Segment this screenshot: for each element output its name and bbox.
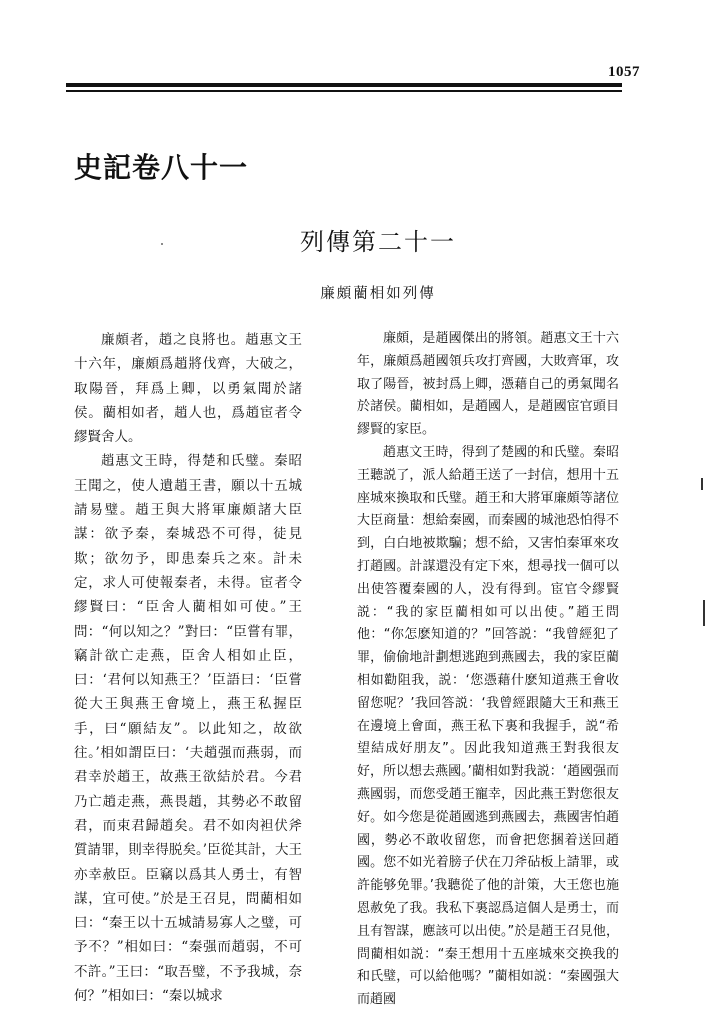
translation-paragraph: 趙惠文王時，得到了楚國的和氏璧。秦昭王聽説了，派人給趙王送了一封信，想用十五座城來換取和氏璧。趙王和大將軍廉頗等諸位大臣商量：想給秦國，而秦國的城池恐怕得不到，白白地被欺騙；想不給，又害怕秦軍來攻打趙國。計謀還没有定下來，想尋找一個可以出使答覆秦國的人，没有得到。宦官令繆賢説：“我的家臣藺相如可以出使。”趙王問他：“你怎麽知道的？”回答説：“我曾經犯了罪，偷偷地計劃想逃跑到燕國去，我的家臣藺相如勸阻我，説：‘您憑藉什麽知道燕王會收留您呢？’我回答説：‘我曾經跟隨大王和燕王在邊境上會面，燕王私下裏和我握手，説“希望結成好朋友”。因此我知道燕王對我很友好，所以想去燕國。’藺相如對我説：‘趙國强而燕國弱，而您受趙王寵幸，因此燕王對您很友好。如今您是從趙國逃到燕國去，燕國害怕趙國，勢必不敢收留您，而會把您捆着送回趙國。您不如光着膀子伏在刀斧砧板上請罪，或許能够免罪。’我聽從了他的計策，大王您也施恩赦免了我。我私下裏認爲這個人是勇士，而且有智謀，應該可以出使。”於是趙王召見他，問藺相如説：“秦王想用十五座城來交换我的和氏璧，可以給他嗎？”藺相如説：“秦國强大而趙國 bbox=[357, 444, 619, 1008]
book-title: 史記卷八十一 bbox=[74, 151, 249, 184]
original-paragraph: 廉頗者，趙之良將也。趙惠文王十六年，廉頗爲趙將伐齊，大破之，取陽晉，拜爲上卿，以勇氣聞於諸侯。藺相如者，趙人也，爲趙宦者令繆賢舍人。 bbox=[74, 332, 302, 446]
translation-column bbox=[357, 328, 619, 1008]
page-number: 1057 bbox=[608, 64, 640, 80]
scan-edge-mark bbox=[703, 600, 705, 626]
header-rule-thick bbox=[66, 83, 622, 87]
scan-edge-mark bbox=[701, 478, 703, 490]
chapter-subtitle: 廉頗藺相如列傳 bbox=[320, 286, 436, 302]
translation-paragraph: 廉頗，是趙國傑出的將領。趙惠文王十六年，廉頗爲趙國領兵攻打齊國，大敗齊軍，攻取了陽晉，被封爲上卿，憑藉自己的勇氣聞名於諸侯。藺相如，是趙國人，是趙國宦官頭目繆賢的家臣。 bbox=[357, 331, 619, 438]
original-text-column bbox=[74, 328, 302, 1005]
original-paragraph: 趙惠文王時，得楚和氏璧。秦昭王聞之，使人遺趙王書，願以十五城請易璧。趙王與大將軍廉頗諸大臣謀：欲予秦，秦城恐不可得，徒見欺；欲勿予，即患秦兵之來。計未定，求人可使報秦者，未得。宦者令繆賢曰：“臣舍人藺相如可使。”王問：“何以知之？”對曰：“臣嘗有罪，竊計欲亡走燕，臣舍人相如止臣，曰：‘君何以知燕王？’臣語曰：‘臣嘗從大王與燕王會境上，燕王私握臣手，曰“願結友”。以此知之，故欲往。’相如謂臣曰：‘夫趙强而燕弱，而君幸於趙王，故燕王欲結於君。今君乃亡趙走燕，燕畏趙，其勢必不敢留君，而束君歸趙矣。君不如肉袒伏斧質請罪，則幸得脱矣。’臣從其計，大王亦幸赦臣。臣竊以爲其人勇士，有智謀，宜可使。”於是王召見，問藺相如曰：“秦王以十五城請易寡人之璧，可予不？”相如曰：“秦强而趙弱，不可不許。”王曰：“取吾璧，不予我城，奈何？”相如曰：“秦以城求 bbox=[74, 453, 302, 1005]
chapter-title: 列傳第二十一 bbox=[300, 228, 456, 256]
header-rule-thin bbox=[66, 90, 622, 92]
